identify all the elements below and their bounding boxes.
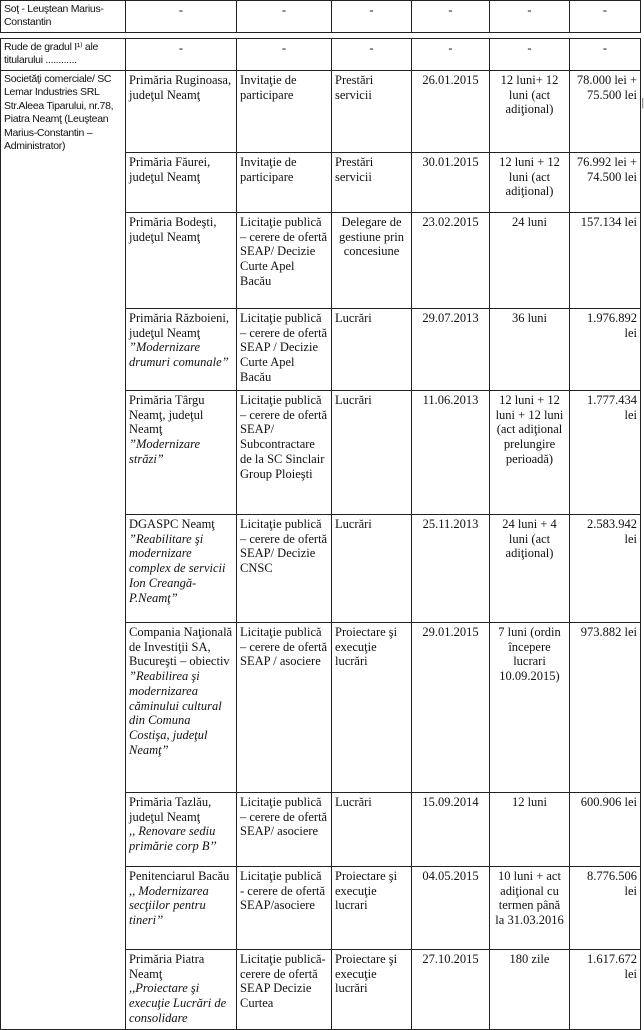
relatives-cell: - — [332, 38, 412, 70]
contract-type-cell: Prestări servicii — [332, 70, 412, 152]
date-cell: 15.09.2014 — [412, 792, 490, 866]
contract-type-cell: Delegare de gestiune prin concesiune — [332, 212, 412, 308]
procedure-cell: Licitaţie publică - cerere de ofertă SEAP/asociere — [237, 866, 332, 949]
date-cell: 27.10.2015 — [412, 949, 490, 1029]
date-cell: 11.06.2013 — [412, 390, 490, 514]
value-cell: 1.777.434 lei — [570, 390, 641, 514]
contract-type-cell: Lucrări — [332, 390, 412, 514]
relatives-cell: - — [490, 38, 570, 70]
duration-cell: 12 luni + 12 luni + 12 luni (act adiţional prelungire perioadă) — [490, 390, 570, 514]
value-cell: 76.992 lei + 74.500 lei — [570, 152, 641, 212]
spouse-cell: - — [237, 1, 332, 33]
date-cell: 04.05.2015 — [412, 866, 490, 949]
value-cell: 1.617.672 lei — [570, 949, 641, 1029]
beneficiary-cell: Primăria Războieni, judeţul Neamţ ”Modernizare drumuri comunale” — [126, 308, 237, 390]
duration-cell: 10 luni + act adiţional cu termen până la 31.03.2016 — [490, 866, 570, 949]
beneficiary-cell: Primăria Bodeşti, judeţul Neamţ — [126, 212, 237, 308]
duration-cell: 7 luni (ordin începere lucrari 10.09.2015) — [490, 622, 570, 792]
contract-type-cell: Proiectare şi execuţie lucrări — [332, 622, 412, 792]
procedure-cell: Invitaţie de participare — [237, 152, 332, 212]
beneficiary-cell: Primăria Făurei, judeţul Neamţ — [126, 152, 237, 212]
duration-cell: 12 luni — [490, 792, 570, 866]
spouse-cell: - — [332, 1, 412, 33]
contract-type-cell: Prestări servicii — [332, 152, 412, 212]
value-cell: 973.882 lei — [570, 622, 641, 792]
procedure-cell: Invitaţie de participare — [237, 70, 332, 152]
spouse-cell: - — [570, 1, 641, 33]
duration-cell: 12 luni+ 12 luni (act adiţional) — [490, 70, 570, 152]
date-cell: 29.01.2015 — [412, 622, 490, 792]
duration-cell: 36 luni — [490, 308, 570, 390]
relatives-row — [1, 38, 641, 70]
spouse-label: Soţ - Leuştean Marius-Constantin — [1, 1, 126, 33]
value-cell: 2.583.942 lei — [570, 514, 641, 622]
contract-type-cell: Proiectare şi execuţie lucrări — [332, 949, 412, 1029]
procedure-cell: Licitaţie publică – cerere de ofertă SEAP / Decizie Curte Apel Bacău — [237, 308, 332, 390]
beneficiary-cell: Compania Naţională de Investiţii SA, Bucureşti – obiectiv ”Reabilirea şi modernizarea căminului cultural din Comuna Costişa, judeţul Neamţ” — [126, 622, 237, 792]
date-cell: 23.02.2015 — [412, 212, 490, 308]
procedure-cell: Licitaţie publică – cerere de ofertă SEAP/ Decizie CNSC — [237, 514, 332, 622]
duration-cell: 180 zile — [490, 949, 570, 1029]
contract-type-cell: Proiectare şi execuţie lucrari — [332, 866, 412, 949]
date-cell: 25.11.2013 — [412, 514, 490, 622]
beneficiary-cell: DGASPC Neamţ ”Reabilitare şi modernizare complex de servicii Ion Creangă-P.Neamţ” — [126, 514, 237, 622]
value-cell: 1.976.892 lei — [570, 308, 641, 390]
relatives-cell: - — [126, 38, 237, 70]
contract-row — [1, 70, 641, 152]
procedure-cell: Licitaţie publică – cerere de ofertă SEAP / asociere — [237, 622, 332, 792]
contract-type-cell: Lucrări — [332, 514, 412, 622]
relatives-cell: - — [237, 38, 332, 70]
date-cell: 29.07.2013 — [412, 308, 490, 390]
value-cell: 600.906 lei — [570, 792, 641, 866]
beneficiary-cell: Primăria Târgu Neamţ, judeţul Neamţ ”Modernizare străzi” — [126, 390, 237, 514]
spouse-cell: - — [490, 1, 570, 33]
duration-cell: 24 luni — [490, 212, 570, 308]
beneficiary-cell: Primăria Tazlău, judeţul Neamţ ,, Renovare sediu primărie corp B’’ — [126, 792, 237, 866]
contract-type-cell: Lucrări — [332, 792, 412, 866]
relatives-cell: - — [412, 38, 490, 70]
margin-marker: | — [641, 95, 644, 109]
contract-type-cell: Lucrări — [332, 308, 412, 390]
relatives-cell: - — [570, 38, 641, 70]
date-cell: 26.01.2015 — [412, 70, 490, 152]
value-cell: 8.776.506 lei — [570, 866, 641, 949]
duration-cell: 12 luni + 12 luni (act adiţional) — [490, 152, 570, 212]
company-cell: Societăţi comerciale/ SC Lemar Industries SRL Str.Aleea Tiparului, nr.78, Piatra Neamţ (Leuştean Marius-Constantin – Administrator) — [1, 70, 126, 1029]
procedure-cell: Licitaţie publică-cerere de ofertă SEAP Decizie Curtea — [237, 949, 332, 1029]
relatives-label: Rude de gradul I¹⁾ ale titularului ............ — [1, 38, 126, 70]
beneficiary-cell: Primăria Piatra Neamţ ,,Proiectare şi execuţie Lucrări de consolidare — [126, 949, 237, 1029]
spouse-cell: - — [126, 1, 237, 33]
value-cell: 78.000 lei + 75.500 lei — [570, 70, 641, 152]
duration-cell: 24 luni + 4 luni (act adiţional) — [490, 514, 570, 622]
procedure-cell: Licitaţie publică – cerere de ofertă SEAP/ Decizie Curte Apel Bacău — [237, 212, 332, 308]
spouse-row — [1, 1, 641, 33]
beneficiary-cell: Penitenciarul Bacău ,, Modernizarea secţiilor pentru tineri’’ — [126, 866, 237, 949]
spouse-cell: - — [412, 1, 490, 33]
procedure-cell: Licitaţie publică – cerere de ofertă SEAP/ asociere — [237, 792, 332, 866]
date-cell: 30.01.2015 — [412, 152, 490, 212]
beneficiary-cell: Primăria Ruginoasa, judeţul Neamţ — [126, 70, 237, 152]
value-cell: 157.134 lei — [570, 212, 641, 308]
procedure-cell: Licitaţie publică – cerere de ofertă SEAP/ Subcontractare de la SC Sinclair Group Ploieşti — [237, 390, 332, 514]
